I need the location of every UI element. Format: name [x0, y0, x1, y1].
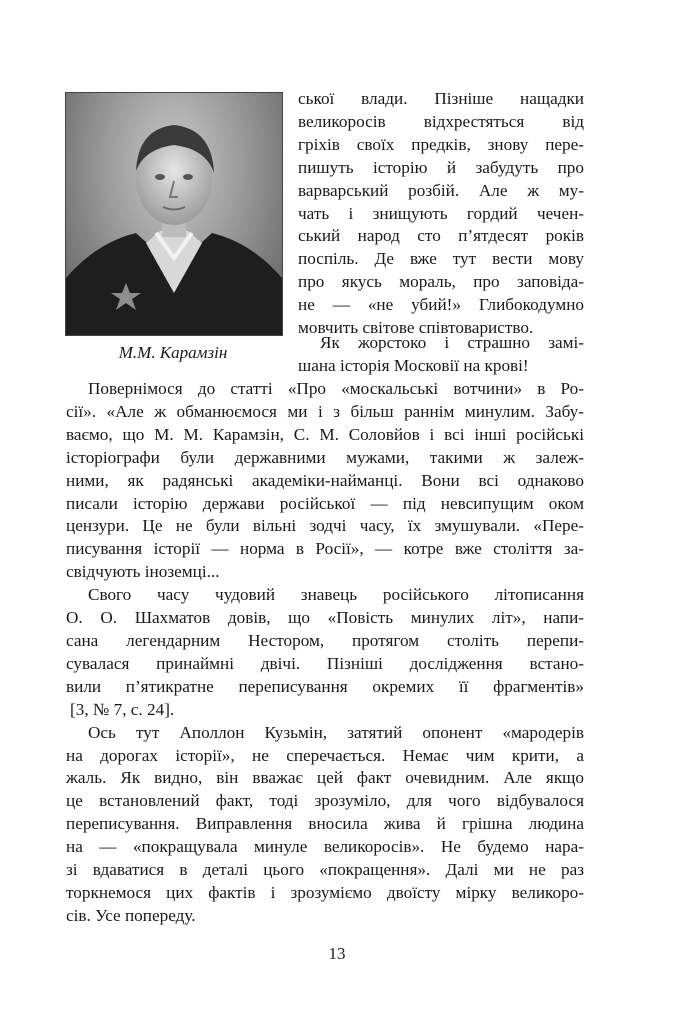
text-line: це встановлений факт, тоді зрозуміло, для чого відбувалося [66, 791, 584, 811]
portrait-image [65, 92, 283, 336]
portrait-illustration [66, 93, 282, 335]
text-line: історіографи були державними мужами, такими ж залеж- [66, 447, 584, 467]
wrap-column-paragraph [298, 332, 584, 378]
wrap-column-text [298, 88, 584, 340]
text-line: Ось тут Аполлон Кузьмін, затятий опонент «мародерів [88, 722, 584, 742]
text-line: пишуть історію й забудуть про [298, 157, 584, 177]
text-line: чать і знищують гордий чечен- [298, 203, 584, 223]
text-line: шана історія Московії на крові! [298, 355, 529, 375]
text-line: переписування. Виправлення вносила жива й грішна людина [66, 814, 584, 834]
text-line: сувалася принаймні двічі. Пізніші дослідження встано- [66, 653, 584, 673]
body-text [66, 378, 584, 928]
text-line: сії». «Але ж обманюємося ми і з більш раннім минулим. Забу- [66, 401, 584, 421]
text-line: не — «не убий!» Глибокодумно [298, 295, 584, 315]
text-line: сів. Усе попереду. [66, 905, 196, 925]
text-line: О. О. Шахматов довів, що «Повість минулих літ», напи- [66, 608, 584, 628]
text-line: про якусь мораль, про заповіда- [298, 272, 584, 292]
text-line: сана легендарним Нестором, протягом століть перепи- [66, 630, 584, 650]
text-line: вили п’ятикратне переписування окремих її фрагментів» [66, 676, 584, 696]
text-line: на дорогах історії», не сперечається. Немає чим крити, а [66, 745, 584, 765]
text-line: Як жорстоко і страшно замі- [320, 333, 584, 352]
portrait-caption: М.М. Карамзін [118, 343, 228, 362]
text-line: мовчить світове співтовариство. [298, 318, 534, 338]
text-line: варварський розбій. Але ж му- [298, 180, 584, 200]
text-line: ними, як радянські академіки-найманці. Вони всі однаково [66, 470, 584, 490]
text-line: цензури. Це не були вільні зодчі часу, їх змушували. «Пере- [66, 516, 584, 536]
text-line: писування історії — норма в Росії», — котре вже століття за- [66, 539, 584, 559]
text-line: ваємо, що М. М. Карамзін, С. М. Соловйов і всі інші російські [66, 424, 584, 444]
text-line: ський народ сто п’ятдесят років [298, 226, 584, 246]
text-line: поспіль. Де вже тут вести мову [298, 249, 584, 269]
text-line: жаль. Як видно, він вважає цей факт очевидним. Але якщо [66, 768, 584, 788]
page-number: 13 [328, 944, 346, 963]
text-line: Свого часу чудовий знавець російського літописання [88, 585, 584, 605]
text-line: ської влади. Пізніше нащадки [298, 89, 584, 108]
text-line: торкнемося цих фактів і зрозуміємо двоїсту мірку великоро- [66, 882, 584, 902]
text-line: Повернімося до статті «Про «москальські вотчини» в Ро- [88, 379, 584, 398]
text-line: зі вдаватися в деталі цього «покращення». Далі ми не раз [66, 860, 584, 880]
text-line: писали історію держави російської — під невсипущим оком [66, 493, 584, 513]
text-line: [3, № 7, с. 24]. [70, 699, 175, 719]
text-line: на — «покращувала минуле великоросів». Не будемо нара- [66, 837, 584, 857]
text-line: великоросів відхрестяться від [298, 111, 584, 131]
text-line: свідчують іноземці... [66, 562, 220, 582]
text-line: гріхів своїх предків, знову пере- [298, 134, 584, 154]
